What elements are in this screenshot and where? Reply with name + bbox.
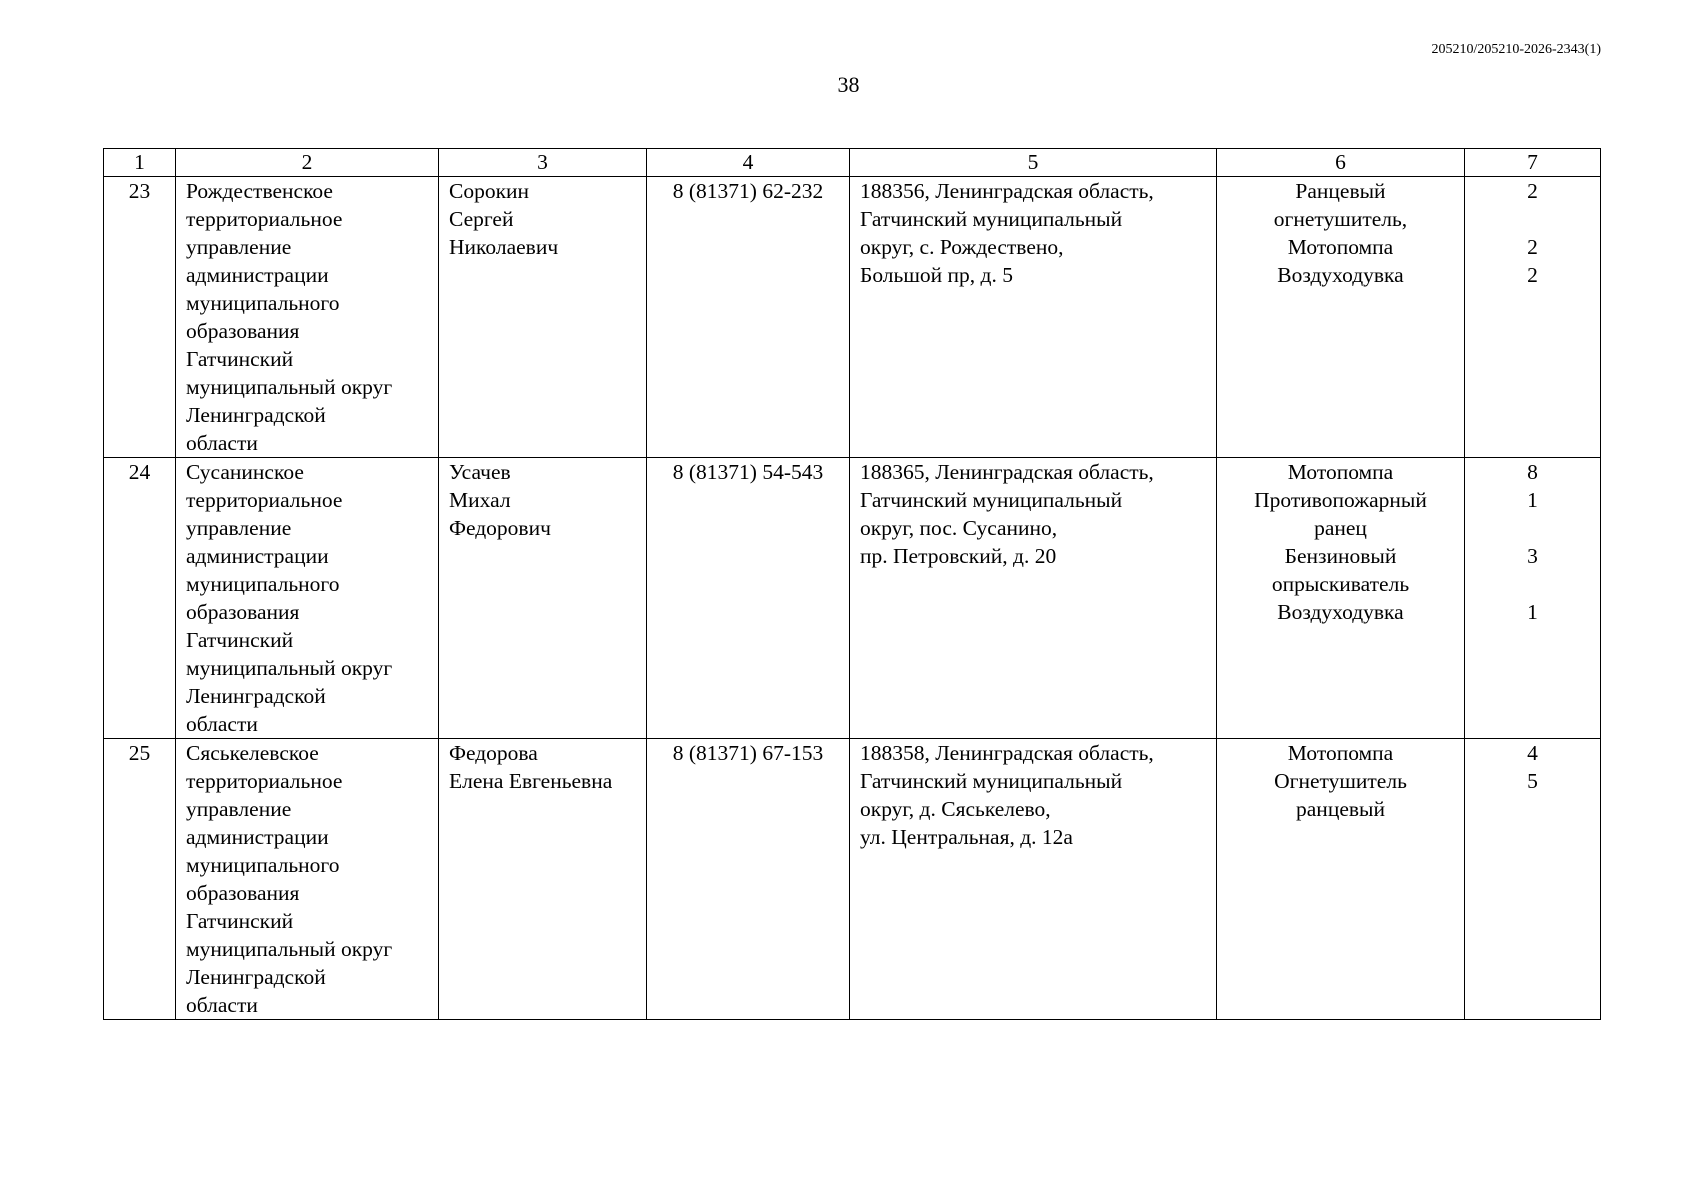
equipment-line: ранцевый — [1296, 797, 1385, 821]
table-row — [104, 458, 1601, 739]
person-line: Усачев — [449, 460, 511, 484]
organization-line: области — [186, 993, 258, 1017]
organization-line: Гатчинский — [186, 909, 294, 933]
organization-line: администрации — [186, 544, 329, 568]
quantity-line: 5 — [1527, 769, 1538, 793]
column-header: 2 — [176, 149, 439, 177]
equipment-line: ранец — [1314, 516, 1367, 540]
quantity-line: 2 — [1527, 179, 1538, 203]
address-line: Гатчинский муниципальный — [860, 207, 1123, 231]
organization-line: управление — [186, 516, 292, 540]
quantity-line: 3 — [1527, 544, 1538, 568]
organization-line: Ленинградской — [186, 965, 326, 989]
organization-line: муниципальный округ — [186, 375, 393, 399]
table-header-row — [104, 149, 1601, 177]
equipment-table — [103, 148, 1601, 1020]
address-line: 188358, Ленинградская область, — [860, 741, 1154, 765]
person-cell — [439, 739, 647, 1020]
page-number: 38 — [837, 72, 860, 97]
row-number-cell: 23 — [104, 177, 176, 458]
organization-line: территориальное — [186, 207, 343, 231]
quantity-line — [1475, 795, 1590, 823]
equipment-line: Мотопомпа — [1287, 460, 1394, 484]
organization-line: области — [186, 712, 258, 736]
organization-line: Сусанинское — [186, 460, 304, 484]
quantity-line: 4 — [1527, 741, 1538, 765]
organization-line: муниципального — [186, 853, 340, 877]
person-line: Сергей — [449, 207, 514, 231]
equipment-line: Воздуходувка — [1277, 263, 1404, 287]
equipment-line: огнетушитель, — [1273, 207, 1408, 231]
person-line: Федорова — [449, 741, 538, 765]
row-number-cell: 24 — [104, 458, 176, 739]
equipment-line: Ранцевый — [1295, 179, 1386, 203]
column-header: 1 — [104, 149, 176, 177]
address-cell — [850, 458, 1217, 739]
quantity-line: 2 — [1527, 235, 1538, 259]
equipment-cell — [1217, 177, 1465, 458]
organization-line: муниципального — [186, 572, 340, 596]
address-line: округ, пос. Сусанино, — [860, 516, 1058, 540]
organization-line: муниципальный округ — [186, 656, 393, 680]
organization-line: Ленинградской — [186, 684, 326, 708]
table-row — [104, 177, 1601, 458]
table-row — [104, 739, 1601, 1020]
document-code: 205210/205210-2026-2343(1) — [1431, 42, 1601, 57]
person-line: Сорокин — [449, 179, 530, 203]
address-line: ул. Центральная, д. 12а — [860, 825, 1073, 849]
equipment-line: опрыскиватель — [1271, 572, 1410, 596]
organization-cell — [176, 177, 439, 458]
address-line: округ, д. Сяськелево, — [860, 797, 1051, 821]
organization-line: образования — [186, 881, 300, 905]
equipment-line: Бензиновый — [1284, 544, 1397, 568]
equipment-line: Мотопомпа — [1287, 741, 1394, 765]
column-header: 5 — [850, 149, 1217, 177]
address-line: 188356, Ленинградская область, — [860, 179, 1154, 203]
person-cell — [439, 458, 647, 739]
quantity-line: 1 — [1527, 600, 1538, 624]
row-number-cell: 25 — [104, 739, 176, 1020]
organization-line: администрации — [186, 263, 329, 287]
quantity-line: 2 — [1527, 263, 1538, 287]
organization-line: Ленинградской — [186, 403, 326, 427]
organization-cell — [176, 458, 439, 739]
equipment-line: Противопожарный — [1254, 488, 1427, 512]
person-cell — [439, 177, 647, 458]
person-line: Михал — [449, 488, 511, 512]
address-line: округ, с. Рождествено, — [860, 235, 1064, 259]
organization-line: Гатчинский — [186, 347, 294, 371]
address-line: Гатчинский муниципальный — [860, 488, 1123, 512]
column-header: 3 — [439, 149, 647, 177]
quantity-line — [1475, 570, 1590, 598]
equipment-line: Мотопомпа — [1287, 235, 1394, 259]
address-cell — [850, 739, 1217, 1020]
quantity-cell — [1465, 177, 1601, 458]
organization-line: управление — [186, 235, 292, 259]
organization-line: Гатчинский — [186, 628, 294, 652]
person-line: Елена Евгеньевна — [449, 769, 613, 793]
equipment-cell — [1217, 458, 1465, 739]
address-line: Большой пр, д. 5 — [860, 263, 1013, 287]
organization-line: Сяськелевское — [186, 741, 319, 765]
person-line: Николаевич — [449, 235, 559, 259]
equipment-line: Огнетушитель — [1274, 769, 1407, 793]
organization-line: Рождественское — [186, 179, 333, 203]
quantity-line: 8 — [1527, 460, 1538, 484]
organization-line: муниципальный округ — [186, 937, 393, 961]
equipment-line: Воздуходувка — [1277, 600, 1404, 624]
equipment-cell — [1217, 739, 1465, 1020]
quantity-cell — [1465, 739, 1601, 1020]
address-line: 188365, Ленинградская область, — [860, 460, 1154, 484]
organization-line: территориальное — [186, 488, 343, 512]
person-line: Федорович — [449, 516, 551, 540]
organization-line: образования — [186, 600, 300, 624]
phone-cell: 8 (81371) 67-153 — [647, 739, 850, 1020]
column-header: 4 — [647, 149, 850, 177]
organization-line: администрации — [186, 825, 329, 849]
quantity-line: 1 — [1527, 488, 1538, 512]
address-line: пр. Петровский, д. 20 — [860, 544, 1057, 568]
quantity-cell — [1465, 458, 1601, 739]
organization-line: муниципального — [186, 291, 340, 315]
column-header: 6 — [1217, 149, 1465, 177]
organization-line: области — [186, 431, 258, 455]
table-body — [104, 177, 1601, 1020]
organization-line: территориальное — [186, 769, 343, 793]
column-header: 7 — [1465, 149, 1601, 177]
organization-cell — [176, 739, 439, 1020]
phone-cell: 8 (81371) 54-543 — [647, 458, 850, 739]
phone-cell: 8 (81371) 62-232 — [647, 177, 850, 458]
organization-line: управление — [186, 797, 292, 821]
quantity-line — [1475, 205, 1590, 233]
organization-line: образования — [186, 319, 300, 343]
address-line: Гатчинский муниципальный — [860, 769, 1123, 793]
address-cell — [850, 177, 1217, 458]
quantity-line — [1475, 514, 1590, 542]
